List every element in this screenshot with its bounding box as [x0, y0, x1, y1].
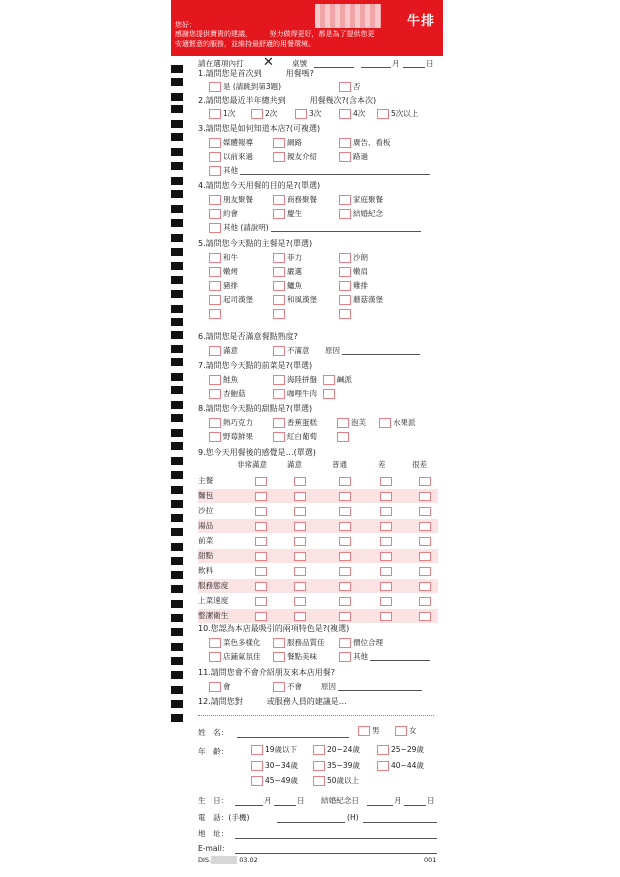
- q2-opt-1[interactable]: 1次: [209, 109, 235, 119]
- scan-mark: [171, 262, 183, 270]
- scan-mark: [171, 657, 183, 665]
- q9-rating-checkbox[interactable]: [419, 522, 431, 531]
- scan-mark: [171, 643, 183, 651]
- q9-rating-checkbox[interactable]: [255, 612, 267, 621]
- q8-text: 8.請問您今天點的甜點是?(單選): [198, 404, 313, 413]
- q3-opt-friend[interactable]: 親友介紹: [273, 152, 317, 162]
- q4-opt-other[interactable]: 其他 (請說明): [209, 223, 421, 233]
- name-field[interactable]: [237, 730, 349, 738]
- q4-opt-business[interactable]: 商務聚餐: [273, 195, 317, 205]
- scan-mark: [171, 714, 183, 722]
- q1-opt-no[interactable]: 否: [339, 82, 361, 92]
- q9-rating-checkbox[interactable]: [339, 522, 351, 531]
- q9-rating-checkbox[interactable]: [419, 492, 431, 501]
- q2-opt-4[interactable]: 4次: [339, 109, 365, 119]
- survey-sheet: [171, 0, 443, 866]
- q7-opt-salmon[interactable]: 鮭魚: [209, 375, 238, 385]
- q9-rating-checkbox[interactable]: [339, 477, 351, 486]
- scan-mark: [171, 234, 183, 242]
- q8-opt-blank[interactable]: [337, 432, 351, 442]
- q10-opt-service[interactable]: 服務品質佳: [273, 638, 325, 648]
- q9-row: [198, 504, 438, 518]
- q10-text: 10.您認為本店最吸引的兩項特色是?(複選): [198, 624, 350, 633]
- q9-rating-checkbox[interactable]: [339, 567, 351, 576]
- q6-reason[interactable]: 原因: [325, 346, 420, 356]
- anniversary-month-field[interactable]: [367, 798, 393, 806]
- q9-rating-checkbox[interactable]: [294, 477, 306, 486]
- q9-row: [198, 549, 438, 563]
- scan-mark: [171, 162, 183, 170]
- x-mark-icon: ✕: [263, 55, 274, 70]
- q12-answer-line[interactable]: [198, 715, 434, 716]
- q9-rating-checkbox[interactable]: [339, 597, 351, 606]
- q9-rating-checkbox[interactable]: [339, 612, 351, 621]
- scan-mark: [171, 486, 183, 494]
- q9-col-very-poor: 很差: [412, 460, 427, 469]
- q9-rating-checkbox[interactable]: [380, 522, 392, 531]
- birthday-label: 生 日：: [198, 796, 229, 805]
- day-label: 日: [426, 59, 434, 68]
- scan-mark: [171, 671, 183, 679]
- age-35-39[interactable]: 35~39歲: [313, 761, 360, 771]
- redacted-logo: [315, 4, 381, 28]
- q3-opt-ad[interactable]: 廣告、看板: [339, 138, 391, 148]
- q4-opt-birthday[interactable]: 慶生: [273, 209, 302, 219]
- scan-mark: [171, 276, 183, 284]
- anniversary-month-label: 月: [394, 796, 402, 805]
- q9-row-label: 甜點: [198, 551, 214, 560]
- q9-row: [198, 489, 438, 503]
- q6-opt-unsatisfied[interactable]: 不滿意: [273, 346, 310, 356]
- q7-opt-platter[interactable]: 海陸拼盤: [273, 375, 317, 385]
- age-25-29[interactable]: 25~29歲: [377, 745, 424, 755]
- scan-mark: [171, 93, 183, 101]
- q9-rating-checkbox[interactable]: [294, 597, 306, 606]
- gender-female[interactable]: 女: [395, 726, 417, 736]
- scan-mark: [171, 78, 183, 86]
- brand-name: 牛排: [406, 14, 435, 29]
- age-20-24[interactable]: 20~24歲: [313, 745, 360, 755]
- q9-rating-checkbox[interactable]: [380, 492, 392, 501]
- q9-rating-checkbox[interactable]: [294, 492, 306, 501]
- q2-opt-5[interactable]: 5次以上: [377, 109, 418, 119]
- scan-mark: [171, 614, 183, 622]
- scan-mark: [171, 528, 183, 536]
- q4-opt-family[interactable]: 家庭聚餐: [339, 195, 383, 205]
- age-under19[interactable]: 19歲以下: [251, 745, 297, 755]
- q10-opt-ambience[interactable]: 店鋪氣氛佳: [209, 652, 261, 662]
- q9-rating-checkbox[interactable]: [255, 537, 267, 546]
- q4-opt-anniversary[interactable]: 結婚紀念: [339, 209, 383, 219]
- q7-opt-mushroom[interactable]: 杏鮑菇: [209, 389, 246, 399]
- greeting: 您好：: [175, 21, 196, 29]
- q3-opt-web[interactable]: 網路: [273, 138, 302, 148]
- q9-text: 9.您今天用餐後的感覺是…(單選): [198, 448, 316, 457]
- q7-text: 7.請問您今天點的前菜是?(單選): [198, 361, 313, 370]
- q9-row: [198, 594, 438, 608]
- q5-opt-blank-3[interactable]: [339, 309, 353, 319]
- scan-mark: [171, 65, 183, 73]
- q10-opt-price[interactable]: 價位合理: [339, 638, 383, 648]
- q8-opt-chocolate[interactable]: 熱巧克力: [209, 418, 253, 428]
- q9-row: [198, 474, 438, 488]
- anniversary-day-label: 日: [427, 796, 435, 805]
- q9-rating-checkbox[interactable]: [380, 537, 392, 546]
- q2-text: 2.請問您最近半年總共到 用餐幾次?(含本次): [198, 96, 377, 105]
- scan-mark: [171, 148, 183, 156]
- q8-opt-berries[interactable]: 野莓鮮果: [209, 432, 253, 442]
- page-number: 001: [424, 856, 437, 864]
- q9-rating-checkbox[interactable]: [380, 597, 392, 606]
- birthday-day-field[interactable]: [274, 798, 296, 806]
- q9-row-label: 前菜: [198, 536, 214, 545]
- q9-rating-checkbox[interactable]: [380, 567, 392, 576]
- month-field[interactable]: [361, 60, 391, 68]
- intro-text: 感謝您提供寶貴的建議， 努力做得更好，都是為了提供您更安適愜意的服務，並維持最舒適的用餐環境。: [175, 30, 375, 48]
- age-label: 年 齡：: [198, 747, 229, 756]
- q9-rating-checkbox[interactable]: [419, 477, 431, 486]
- q7-opt-quiche[interactable]: 鹹派: [323, 375, 352, 385]
- scan-mark: [171, 700, 183, 708]
- birthday-month-label: 月: [264, 796, 272, 805]
- q5-opt-sirloin[interactable]: 沙朗: [339, 253, 368, 263]
- scan-mark: [171, 543, 183, 551]
- q9-rating-checkbox[interactable]: [339, 582, 351, 591]
- q9-rating-checkbox[interactable]: [255, 507, 267, 516]
- scan-mark: [171, 571, 183, 579]
- q9-rating-checkbox[interactable]: [419, 612, 431, 621]
- mobile-field[interactable]: [277, 815, 345, 823]
- q9-rating-checkbox[interactable]: [339, 537, 351, 546]
- q9-rating-checkbox[interactable]: [294, 507, 306, 516]
- scan-mark: [171, 373, 183, 381]
- scan-mark: [171, 105, 183, 113]
- scan-mark: [171, 557, 183, 565]
- q8-opt-fruitpie[interactable]: 水果派: [379, 418, 416, 428]
- birthday-month-field[interactable]: [235, 798, 263, 806]
- q9-rating-checkbox[interactable]: [419, 537, 431, 546]
- scan-mark: [171, 358, 183, 366]
- scan-mark: [171, 585, 183, 593]
- q9-rating-checkbox[interactable]: [255, 552, 267, 561]
- q9-row-label: 服務態度: [198, 581, 229, 590]
- q9-rating-checkbox[interactable]: [339, 552, 351, 561]
- scan-mark: [171, 471, 183, 479]
- home-phone-field[interactable]: [363, 815, 437, 823]
- q9-rating-checkbox[interactable]: [294, 552, 306, 561]
- address-label: 地 址：: [198, 829, 229, 838]
- mark-prompt: 請在選項內打: [198, 59, 244, 68]
- q9-rating-checkbox[interactable]: [294, 537, 306, 546]
- q9-col-satisfied: 滿意: [287, 460, 302, 469]
- scan-mark: [171, 442, 183, 450]
- scan-mark: [171, 331, 183, 339]
- header-banner: [171, 0, 443, 56]
- q8-opt-puff[interactable]: 泡芙: [337, 418, 366, 428]
- form-code: DIS. 03.02: [198, 856, 258, 864]
- q1-text: 1.請問您是首次到 用餐嗎?: [198, 69, 314, 78]
- scan-mark: [171, 177, 183, 185]
- q9-rating-checkbox[interactable]: [380, 612, 392, 621]
- q9-rating-checkbox[interactable]: [294, 522, 306, 531]
- q11-text: 11.請問您會不會介紹朋友來本店用餐?: [198, 668, 335, 677]
- q3-opt-before[interactable]: 以前來過: [209, 152, 253, 162]
- q9-rating-checkbox[interactable]: [380, 582, 392, 591]
- scan-mark: [171, 429, 183, 437]
- birthday-day-label: 日: [297, 796, 305, 805]
- q9-rating-checkbox[interactable]: [380, 477, 392, 486]
- q5-opt-filet[interactable]: 菲力: [273, 253, 302, 263]
- q8-opt-bananacake[interactable]: 香蕉蛋糕: [273, 418, 317, 428]
- q9-row: [198, 534, 438, 548]
- address-field[interactable]: [235, 831, 437, 839]
- scan-mark: [171, 514, 183, 522]
- q9-col-poor: 差: [378, 460, 386, 469]
- scan-mark: [171, 205, 183, 213]
- scan-mark: [171, 500, 183, 508]
- q3-opt-other[interactable]: 其他: [209, 166, 430, 176]
- q3-opt-passby[interactable]: 路過: [339, 152, 368, 162]
- redacted-code: [211, 856, 237, 864]
- q9-rating-checkbox[interactable]: [255, 492, 267, 501]
- q9-rating-checkbox[interactable]: [255, 567, 267, 576]
- q10-opt-tasty[interactable]: 餐點美味: [273, 652, 317, 662]
- scan-mark: [171, 318, 183, 326]
- age-over50[interactable]: 50歲以上: [313, 776, 359, 786]
- q9-rating-checkbox[interactable]: [255, 477, 267, 486]
- q3-opt-media[interactable]: 媒體報導: [209, 138, 253, 148]
- q2-opt-3[interactable]: 3次: [295, 109, 321, 119]
- q5-opt-wagyu[interactable]: 和牛: [209, 253, 238, 263]
- q6-text: 6.請問您是否滿意餐點熟度?: [198, 332, 298, 341]
- q5-opt-shoulder[interactable]: 嫩肩: [339, 267, 368, 277]
- email-label: E-mail：: [198, 844, 230, 853]
- scan-mark: [171, 628, 183, 636]
- scan-mark: [171, 600, 183, 608]
- age-45-49[interactable]: 45~49歲: [251, 776, 298, 786]
- q11-opt-no[interactable]: 不會: [273, 682, 302, 692]
- anniversary-day-field[interactable]: [404, 798, 426, 806]
- q4-opt-friends[interactable]: 朋友聚餐: [209, 195, 253, 205]
- q9-row-label: 上菜速度: [198, 596, 229, 605]
- q9-row: [198, 519, 438, 533]
- phone-label: 電 話：(手機): [198, 813, 250, 822]
- q9-row-label: 沙拉: [198, 506, 214, 515]
- q4-opt-date[interactable]: 約會: [209, 209, 238, 219]
- scan-mark: [171, 401, 183, 409]
- day-field[interactable]: [403, 60, 425, 68]
- q7-opt-curry[interactable]: 咖哩牛肉: [273, 389, 317, 399]
- q9-rating-checkbox[interactable]: [294, 582, 306, 591]
- q4-text: 4.請問您今天用餐的目的是?(單選): [198, 181, 321, 190]
- scan-mark: [171, 305, 183, 313]
- q9-col-very-satisfied: 非常滿意: [237, 460, 267, 469]
- q8-opt-grapes[interactable]: 紅白葡萄: [273, 432, 317, 442]
- scan-mark: [171, 133, 183, 141]
- q5-opt-select[interactable]: 嚴選: [273, 267, 302, 277]
- q9-rating-checkbox[interactable]: [294, 612, 306, 621]
- q11-opt-yes[interactable]: 會: [209, 682, 231, 692]
- scan-mark: [171, 386, 183, 394]
- q11-reason[interactable]: 原因: [321, 682, 422, 692]
- scan-mark: [171, 219, 183, 227]
- q5-opt-pork[interactable]: 豬排: [209, 281, 238, 291]
- q3-text: 3.請問您是如何知道本店?(可複選): [198, 124, 321, 133]
- home-phone-label: (H): [347, 813, 359, 822]
- scan-mark: [171, 345, 183, 353]
- q9-rating-checkbox[interactable]: [294, 567, 306, 576]
- email-field[interactable]: [235, 846, 437, 854]
- q9-row: [198, 579, 438, 593]
- scan-mark: [171, 120, 183, 128]
- q5-opt-japaneseburger[interactable]: 和風漢堡: [273, 295, 317, 305]
- q9-rating-checkbox[interactable]: [255, 582, 267, 591]
- q9-row-label: 麵包: [198, 491, 214, 500]
- q9-rating-checkbox[interactable]: [339, 507, 351, 516]
- q10-opt-variety[interactable]: 菜色多樣化: [209, 638, 261, 648]
- q2-opt-2[interactable]: 2次: [251, 109, 277, 119]
- q6-opt-satisfied[interactable]: 滿意: [209, 346, 238, 356]
- q9-row: [198, 564, 438, 578]
- age-40-44[interactable]: 40~44歲: [377, 761, 424, 771]
- q9-rating-checkbox[interactable]: [419, 507, 431, 516]
- scan-mark: [171, 190, 183, 198]
- table-field[interactable]: [314, 60, 354, 68]
- scan-mark: [171, 248, 183, 256]
- q9-rating-checkbox[interactable]: [255, 597, 267, 606]
- anniversary-label: 結婚紀念日: [321, 796, 359, 805]
- q9-col-neutral: 普通: [332, 460, 347, 469]
- q9-rating-checkbox[interactable]: [419, 597, 431, 606]
- gender-male[interactable]: 男: [358, 726, 380, 736]
- q5-opt-cheeseburger[interactable]: 起司漢堡: [209, 295, 253, 305]
- q5-opt-mushroomburger[interactable]: 蘑菇漢堡: [339, 295, 383, 305]
- name-label: 姓 名：: [198, 728, 229, 737]
- scan-mark: [171, 290, 183, 298]
- month-label: 月: [392, 59, 400, 68]
- q9-rating-checkbox[interactable]: [419, 567, 431, 576]
- q9-row-label: 湯品: [198, 521, 214, 530]
- q7-opt-blank[interactable]: [323, 389, 337, 399]
- table-label: 桌號: [292, 59, 308, 68]
- q5-opt-blank-1[interactable]: [209, 309, 223, 319]
- q9-row: [198, 609, 438, 623]
- q9-rating-checkbox[interactable]: [380, 507, 392, 516]
- q5-opt-blank-2[interactable]: [273, 309, 287, 319]
- q9-rating-checkbox[interactable]: [419, 552, 431, 561]
- q9-row-label: 飲料: [198, 566, 214, 575]
- q5-opt-roast[interactable]: 嫩烤: [209, 267, 238, 277]
- q5-opt-bass[interactable]: 鱸魚: [273, 281, 302, 291]
- scan-mark: [171, 457, 183, 465]
- q9-row-label: 主餐: [198, 476, 214, 485]
- q5-opt-chicken[interactable]: 雞排: [339, 281, 368, 291]
- q9-row-label: 整潔衛生: [198, 611, 229, 620]
- q9-rating-checkbox[interactable]: [255, 522, 267, 531]
- q12-text: 12.請問您對 或服務人員的建議是…: [198, 697, 347, 706]
- q9-rating-checkbox[interactable]: [339, 492, 351, 501]
- age-30-34[interactable]: 30~34歲: [251, 761, 298, 771]
- q1-opt-yes[interactable]: 是 (請跳到第3題): [209, 82, 281, 92]
- scan-mark: [171, 414, 183, 422]
- scan-mark: [171, 686, 183, 694]
- q5-text: 5.請問您今天點的主餐是?(單選): [198, 239, 313, 248]
- q10-opt-other[interactable]: 其他: [339, 652, 430, 662]
- q9-rating-checkbox[interactable]: [380, 552, 392, 561]
- q9-rating-checkbox[interactable]: [419, 582, 431, 591]
